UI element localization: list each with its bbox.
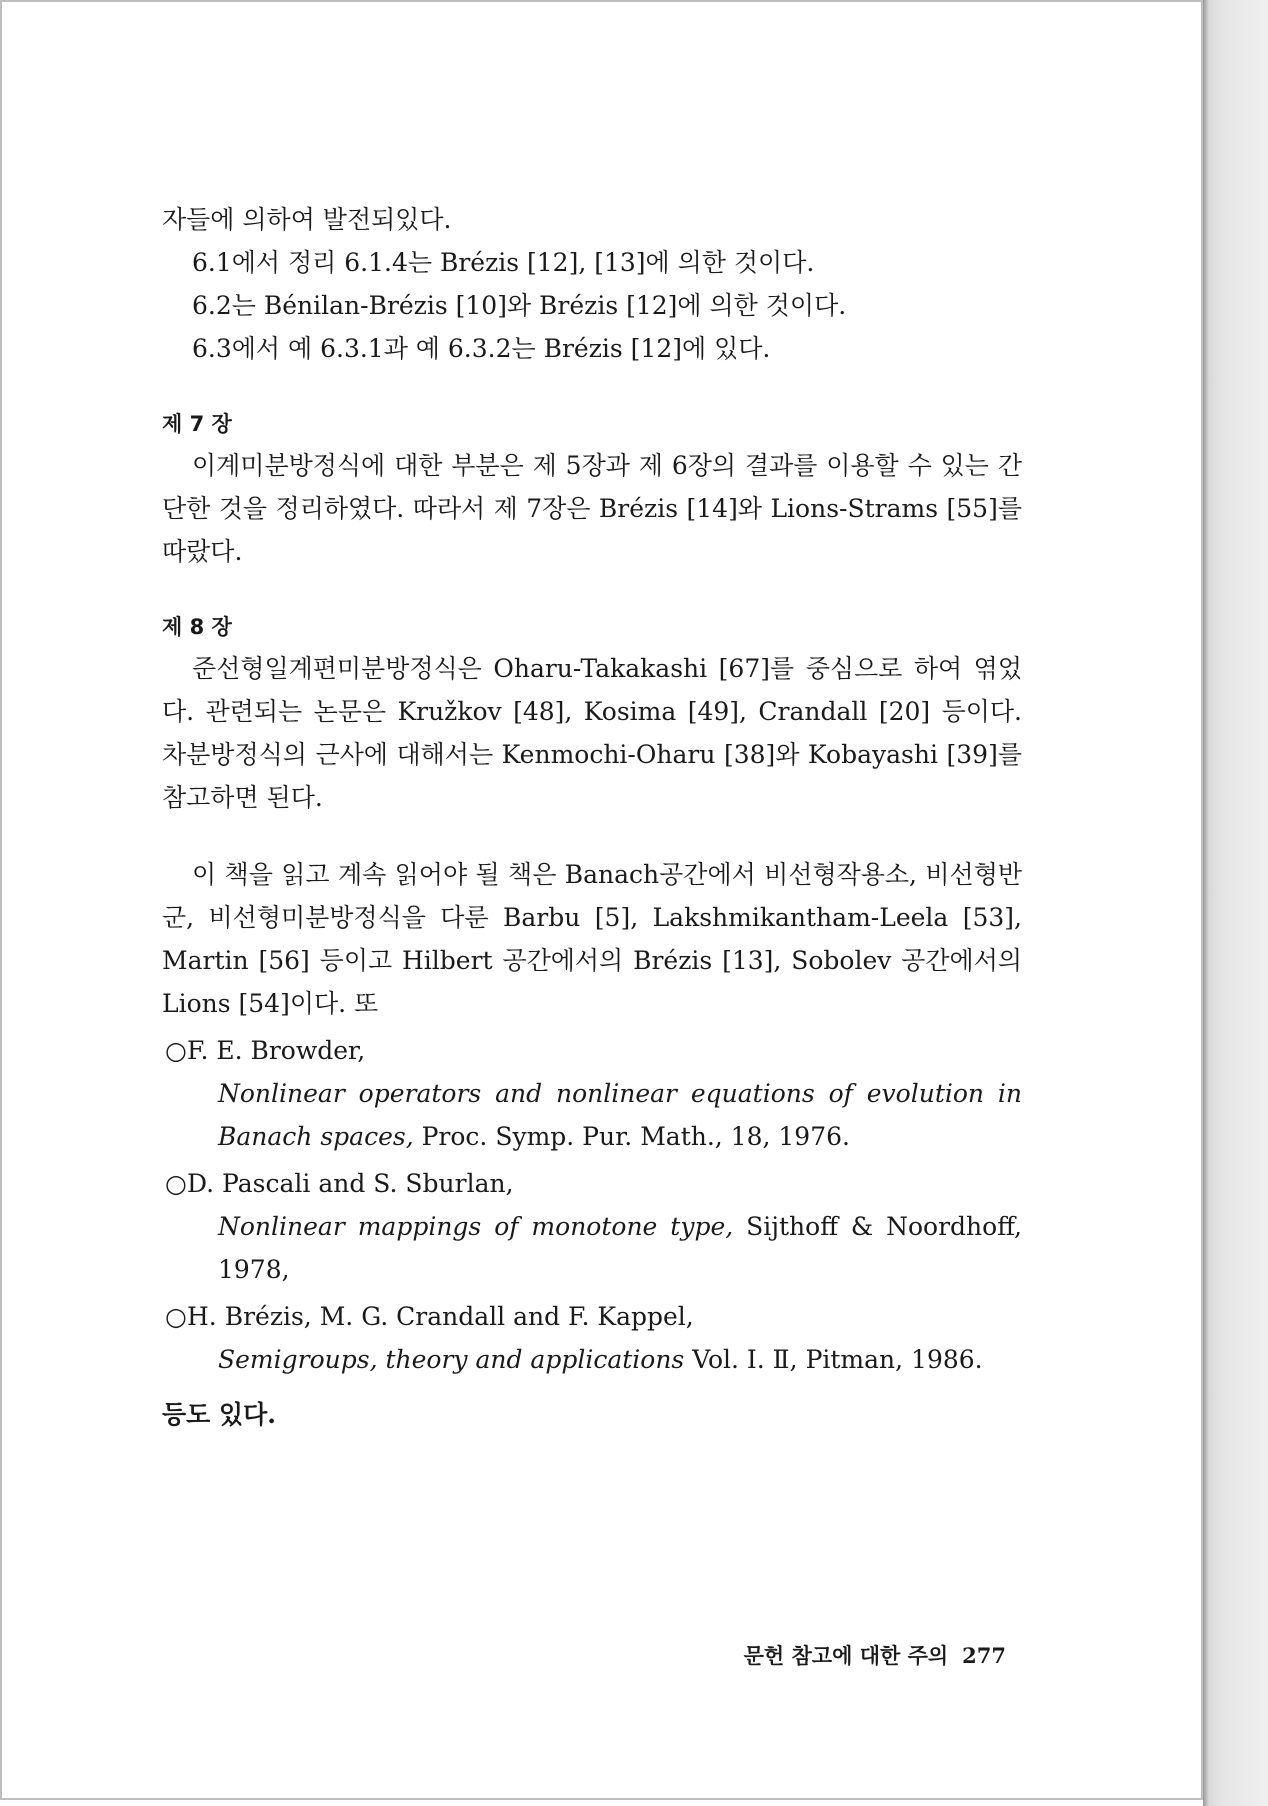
reference-title: Semigroups, theory and applications <box>218 1345 685 1374</box>
running-title: 문헌 참고에 대한 주의 <box>743 1644 949 1668</box>
reference-item <box>162 1295 1022 1381</box>
reference-authors: H. Brézis, M. G. Crandall and F. Kappel, <box>187 1302 694 1331</box>
circle-bullet-icon: ○ <box>165 1169 187 1198</box>
reference-authors: F. E. Browder, <box>187 1036 366 1065</box>
circle-bullet-icon: ○ <box>165 1036 187 1065</box>
chapter-8-heading: 제 8 장 <box>162 615 232 639</box>
chapter-7-heading: 제 7 장 <box>162 412 232 436</box>
reference-item <box>162 1029 1022 1158</box>
paragraph-section-6-2: 6.2는 Bénilan-Brézis [10]와 Brézis [12]에 의한 것이다. <box>192 291 847 320</box>
reference-title: Nonlinear mappings of monotone type, <box>218 1212 734 1241</box>
page-footer <box>686 1640 1006 1670</box>
circle-bullet-icon: ○ <box>165 1302 187 1331</box>
reference-publication: Proc. Symp. Pur. Math., 18, 1976. <box>413 1122 850 1151</box>
paragraph-section-6-1: 6.1에서 정리 6.1.4는 Brézis [12], [13]에 의한 것이다. <box>192 248 815 277</box>
reference-title: Nonlinear operators and nonlinear equations of evolution in Banach spaces, <box>218 1079 1022 1151</box>
further-reading-text: 이 책을 읽고 계속 읽어야 될 책은 Banach공간에서 비선형작용소, 비선형반군, 비선형미분방정식을 다룬 Barbu [5], Lakshmikantham-Leela [53], Martin [56] 등이고 Hilbert 공간에서의 Brézis [13], Sobolev 공간에서의 Lions [54]이다. 또 <box>162 860 1022 1018</box>
reference-item <box>162 1162 1022 1291</box>
paragraph-section-6-3: 6.3에서 예 6.3.1과 예 6.3.2는 Brézis [12]에 있다. <box>192 334 771 363</box>
chapter-8-text: 준선형일계편미분방정식은 Oharu-Takakashi [67]를 중심으로 하여 엮었다. 관련되는 논문은 Kružkov [48], Kosima [49], Crandall [20] 등이다. 차분방정식의 근사에 대해서는 Kenmochi-Oharu [38]와 Kobayashi [39]를 참고하면 된다. <box>162 654 1022 812</box>
reference-authors: D. Pascali and S. Sburlan, <box>187 1169 514 1198</box>
page-body <box>162 198 1022 1436</box>
reference-publication: Sijthoff & Noordhoff, 1978, <box>218 1212 1023 1284</box>
reference-publication: Vol. Ⅰ. Ⅱ, Pitman, 1986. <box>684 1345 983 1374</box>
paragraph-continuation: 자들에 의하여 발전되있다. <box>162 205 452 234</box>
page-number: 277 <box>962 1643 1006 1668</box>
closing-text: 등도 있다. <box>162 1400 277 1429</box>
page-edge-shadow <box>1203 0 1268 1806</box>
chapter-7-text: 이계미분방정식에 대한 부분은 제 5장과 제 6장의 결과를 이용할 수 있는 간단한 것을 정리하였다. 따라서 제 7장은 Brézis [14]와 Lions-Strams [55]를 따랐다. <box>162 451 1022 566</box>
